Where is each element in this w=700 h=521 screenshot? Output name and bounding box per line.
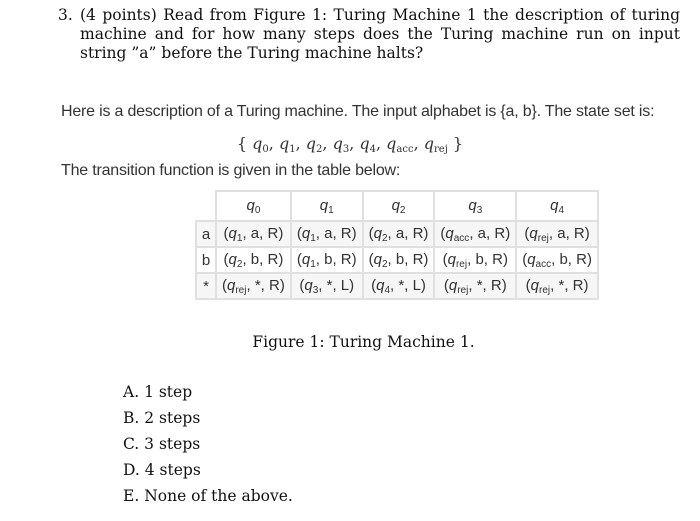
state-symbol: q (332, 134, 343, 153)
question-text: (4 points) Read from Figure 1: Turing Machine 1 the description of turing machine and for how many steps does the Turing machine run on input string ”a” before the Turing machine halts? (80, 6, 680, 62)
head-move: L (340, 276, 350, 294)
target-state-subscript: 2 (381, 258, 388, 270)
transition-cell: ($q_1$, a, R) (291, 221, 363, 247)
state-symbol: q (550, 196, 559, 214)
state-symbol: q (228, 224, 237, 242)
target-state-subscript: rej (537, 232, 549, 244)
head-move: R (490, 276, 502, 294)
transition-cell: ($q_2$, a, R) (363, 221, 435, 247)
state-symbol: q (228, 250, 237, 268)
head-move: R (494, 224, 506, 242)
state-column-header (516, 191, 598, 221)
head-move: R (576, 250, 587, 268)
state-subscript: 2 (399, 204, 406, 216)
state-symbol: q (527, 250, 536, 268)
choice-text: 4 steps (144, 461, 201, 479)
state-symbol: q (319, 196, 329, 214)
choice-letter: E. (123, 487, 140, 505)
state-symbol: q (373, 224, 382, 242)
state-symbol: q (278, 134, 290, 153)
target-state-subscript: acc (535, 258, 552, 270)
target-state-subscript: rej (539, 284, 551, 296)
state-set-close-brace: } (447, 134, 464, 153)
transition-cell: ($q_{acc}$, b, R) (516, 247, 598, 273)
head-move: R (412, 224, 424, 242)
target-state-subscript: acc (453, 232, 470, 244)
transition-cell: ($q_3$, *, L) (291, 273, 363, 299)
state-column-header (216, 191, 291, 221)
target-state-subscript: 2 (381, 232, 388, 244)
answer-choice (123, 483, 293, 509)
input-symbol-cell: b (196, 247, 216, 273)
head-move: R (269, 276, 280, 294)
write-symbol: * (476, 276, 483, 294)
write-symbol: * (326, 276, 333, 294)
transition-cell: ($q_{rej}$, *, R) (434, 273, 516, 299)
state-set (0, 134, 700, 155)
write-symbol: a (477, 224, 486, 242)
state-symbol: q (301, 250, 311, 268)
state-subscript: 4 (558, 204, 565, 216)
target-state-subscript: rej (235, 284, 247, 296)
write-symbol: a (324, 224, 333, 242)
transition-cell: ($q_{rej}$, *, R) (516, 273, 598, 299)
write-symbol: b (395, 250, 405, 268)
state-symbol: q (304, 276, 313, 294)
head-move: R (412, 250, 424, 268)
write-symbol: b (475, 250, 484, 268)
head-move: R (573, 224, 585, 242)
transition-table-body (196, 221, 598, 299)
machine-description-intro: Here is a description of a Turing machine. The input alphabet is {a, b}. The state set is: (61, 103, 655, 120)
state-symbol: q (468, 196, 477, 214)
transition-cell: ($q_{rej}$, *, R) (216, 273, 291, 299)
answer-choice (123, 379, 293, 405)
head-move: R (267, 224, 279, 242)
table-corner-cell (196, 191, 216, 221)
transition-cell: ($q_1$, b, R) (291, 247, 363, 273)
state-symbol: q (448, 276, 458, 294)
table-row (196, 273, 598, 299)
state-symbol: q (391, 196, 400, 214)
transition-cell: ($q_2$, b, R) (216, 247, 291, 273)
target-state-subscript: rej (457, 284, 469, 296)
transition-cell: ($q_{rej}$, a, R) (516, 221, 598, 247)
write-symbol: * (558, 276, 565, 294)
state-symbol: q (386, 134, 397, 153)
target-state-subscript: 1 (310, 232, 316, 244)
choice-letter: B. (123, 409, 140, 427)
state-subscript: 3 (342, 144, 350, 155)
input-symbol-cell: a (196, 221, 216, 247)
transition-cell: ($q_4$, *, L) (363, 273, 435, 299)
answer-choice (123, 431, 293, 457)
target-state-subscript: 4 (384, 284, 391, 296)
write-symbol: a (395, 224, 405, 242)
state-subscript: 2 (316, 144, 323, 155)
state-symbol: q (445, 224, 454, 242)
state-subscript: rej (434, 144, 448, 155)
write-symbol: a (250, 224, 260, 242)
head-move: R (340, 224, 352, 242)
choice-letter: D. (123, 461, 140, 479)
state-symbol: q (376, 276, 385, 294)
figure-caption: Figure 1: Turing Machine 1. (252, 333, 475, 351)
choice-text: None of the above. (144, 487, 293, 505)
transition-cell: ($q_1$, a, R) (216, 221, 291, 247)
question (58, 6, 680, 63)
target-state-subscript: 1 (310, 258, 316, 270)
target-state-subscript: rej (455, 258, 468, 270)
state-set-open-brace: { (236, 134, 253, 153)
state-symbol: q (359, 134, 370, 153)
state-symbol: q (301, 224, 311, 242)
state-subscript: 1 (328, 204, 334, 216)
target-state-subscript: 3 (312, 284, 319, 296)
head-move: R (340, 250, 352, 268)
state-column-header (434, 191, 516, 221)
transition-table-header-row (196, 191, 598, 221)
transition-table (195, 190, 599, 300)
transition-cell: ($q_2$, b, R) (363, 247, 435, 273)
state-subscript: 0 (262, 144, 269, 155)
state-symbol: q (373, 250, 382, 268)
write-symbol: * (254, 276, 261, 294)
transition-function-text: The transition function is given in the table below: (61, 162, 401, 179)
write-symbol: * (398, 276, 405, 294)
choice-text: 2 steps (144, 409, 201, 427)
head-move: R (267, 250, 279, 268)
state-symbol: q (227, 276, 236, 294)
write-symbol: b (250, 250, 260, 268)
choice-letter: A. (123, 383, 140, 401)
state-subscript: 4 (369, 144, 376, 155)
head-move: R (572, 276, 584, 294)
answer-choice (123, 405, 293, 431)
input-symbol-cell: * (196, 273, 216, 299)
state-symbol: q (246, 196, 255, 214)
question-number: 3. (58, 6, 73, 24)
state-subscript: acc (396, 144, 414, 155)
state-subscript: 0 (254, 204, 261, 216)
state-list: $q_0$, $q_1$, $q_2$, $q_3$, $q_4$, $q_{acc}$, $q_{rej}$ (252, 134, 448, 155)
state-symbol: q (529, 224, 538, 242)
head-move: R (492, 250, 503, 268)
state-symbol: q (252, 134, 263, 153)
choice-text: 1 step (144, 383, 193, 401)
table-row (196, 247, 598, 273)
state-column-header (291, 191, 363, 221)
table-row (196, 221, 598, 247)
write-symbol: b (324, 250, 333, 268)
answer-choices (123, 379, 293, 509)
state-subscript: 3 (476, 204, 483, 216)
state-column-header (363, 191, 435, 221)
choice-letter: C. (123, 435, 140, 453)
state-symbol: q (530, 276, 539, 294)
write-symbol: b (559, 250, 568, 268)
head-move: L (412, 276, 421, 294)
target-state-subscript: 2 (236, 258, 243, 270)
state-subscript: 1 (289, 144, 296, 155)
state-symbol: q (423, 134, 434, 153)
answer-choice (123, 457, 293, 483)
choice-text: 3 steps (144, 435, 201, 453)
transition-cell: ($q_{acc}$, a, R) (434, 221, 516, 247)
state-symbol: q (305, 134, 317, 153)
state-symbol: q (447, 250, 456, 268)
target-state-subscript: 1 (236, 232, 243, 244)
transition-cell: ($q_{rej}$, b, R) (434, 247, 516, 273)
write-symbol: a (557, 224, 566, 242)
